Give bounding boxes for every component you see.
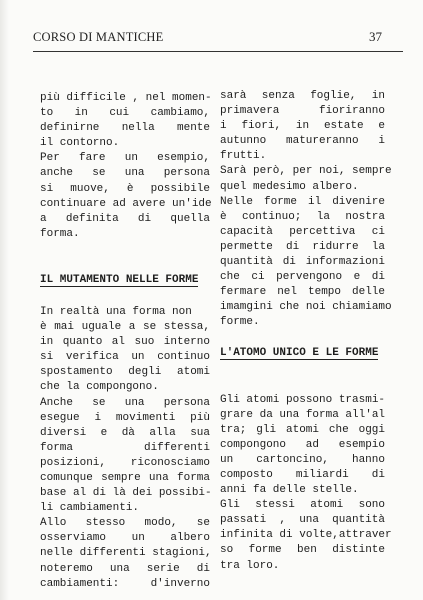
text-line: un cartoncino, hanno <box>220 453 385 466</box>
text-line: osserviamo un albero <box>40 532 210 545</box>
paragraph <box>220 164 392 194</box>
section-heading-text: IL MUTAMENTO NELLE FORME <box>40 273 199 286</box>
text-line: anche se una persona <box>40 167 210 180</box>
section-heading-text: L'ATOMO UNICO E LE FORME <box>220 346 379 359</box>
text-line: nelle differenti stagioni, <box>40 547 212 560</box>
text-line: Allo stesso modo, se <box>40 517 210 530</box>
text-line: Anche se una persona <box>40 396 210 409</box>
text-line: è mai uguale a se stessa, <box>40 321 210 334</box>
text-line: definirne nella mente <box>40 122 210 135</box>
paragraph <box>220 89 385 164</box>
text-line: è continuo; la nostra <box>220 210 385 223</box>
text-line: frutti. <box>220 150 267 163</box>
paragraph <box>40 305 210 396</box>
text-line: diversi e dà alla sua <box>40 426 210 439</box>
text-line: primavera fioriranno <box>220 105 385 118</box>
text-line: più difficile , nel momen- <box>40 92 212 104</box>
text-line: autunno matureranno i <box>220 135 385 148</box>
text-line: forma. <box>40 227 80 240</box>
text-line: fermare nel tempo delle <box>220 286 385 299</box>
text-line: forma differenti <box>40 441 210 454</box>
text-line: to in cui cambiamo, <box>40 107 210 120</box>
left-column <box>40 91 210 592</box>
paragraph <box>220 393 385 499</box>
text-line: i fiori, in estate e <box>220 120 385 133</box>
paragraph <box>40 151 210 242</box>
text-line: Gli atomi possono trasmi- <box>220 393 386 406</box>
text-line: Per fare un esempio, <box>40 152 210 165</box>
text-line: tra loro. <box>220 559 280 572</box>
text-line: sarà senza foglie, in <box>220 90 385 102</box>
text-line: Sarà però, per noi, sempre <box>220 165 392 178</box>
paragraph <box>40 91 210 151</box>
text-line: quantità di informazioni <box>220 256 385 269</box>
text-line: Gli stessi atomi sono <box>220 499 385 512</box>
paragraph <box>40 396 210 517</box>
section-heading <box>220 346 385 361</box>
text-line: composto miliardi di <box>220 468 385 481</box>
text-line: so forme ben distinte <box>220 544 385 557</box>
section-heading <box>40 273 210 288</box>
text-line: si verifica un continuo <box>40 351 210 364</box>
text-line: si muove, è possibile <box>40 182 210 195</box>
running-header-title: CORSO DI MANTICHE <box>33 30 164 44</box>
text-line: che la compongono. <box>40 381 159 394</box>
text-line: quel medesimo albero. <box>220 180 359 193</box>
text-line: imamgini che noi chiamiamo <box>220 301 392 314</box>
text-line: spostamento degli atomi <box>40 366 210 379</box>
paragraph <box>220 498 392 573</box>
text-line: In realtà una forma non <box>40 305 192 318</box>
text-line: che ci pervengono e di <box>220 271 385 284</box>
header-rule <box>33 51 403 52</box>
paragraph <box>220 195 392 331</box>
text-line: passati , una quantità <box>220 514 385 527</box>
text-line: compongono ad esempio <box>220 438 385 451</box>
page-number: 37 <box>369 29 382 44</box>
scan-edge-shadow <box>0 0 9 600</box>
text-line: li cambiamenti. <box>40 502 140 515</box>
text-line: anni fa delle stelle. <box>220 484 359 497</box>
text-line: infinita di volte,attraver <box>220 529 392 542</box>
text-line: a definita di quella <box>40 212 210 225</box>
text-line: comunque sempre una forma <box>40 471 210 484</box>
paragraph <box>40 516 210 591</box>
right-column <box>220 89 392 574</box>
text-line: cambiamenti: d'inverno <box>40 577 210 590</box>
text-line: continuare ad avere un'ide <box>40 197 212 210</box>
text-line: grare da una forma all'al <box>220 408 386 421</box>
text-line: forme. <box>220 316 260 329</box>
text-line: posizioni, riconosciamo <box>40 456 210 469</box>
text-line: noteremo una serie di <box>40 562 210 575</box>
text-line: Nelle forme il divenire <box>220 195 385 208</box>
text-line: permette di ridurre la <box>220 240 385 253</box>
text-line: base al di là dei possibi- <box>40 487 212 500</box>
text-line: capacità percettiva ci <box>220 225 385 238</box>
text-line: esegue i movimenti più <box>40 411 210 424</box>
text-line: in quanto al suo interno <box>40 336 210 349</box>
text-line: il contorno. <box>40 137 120 150</box>
text-line: tra; gli atomi che oggi <box>220 423 385 436</box>
